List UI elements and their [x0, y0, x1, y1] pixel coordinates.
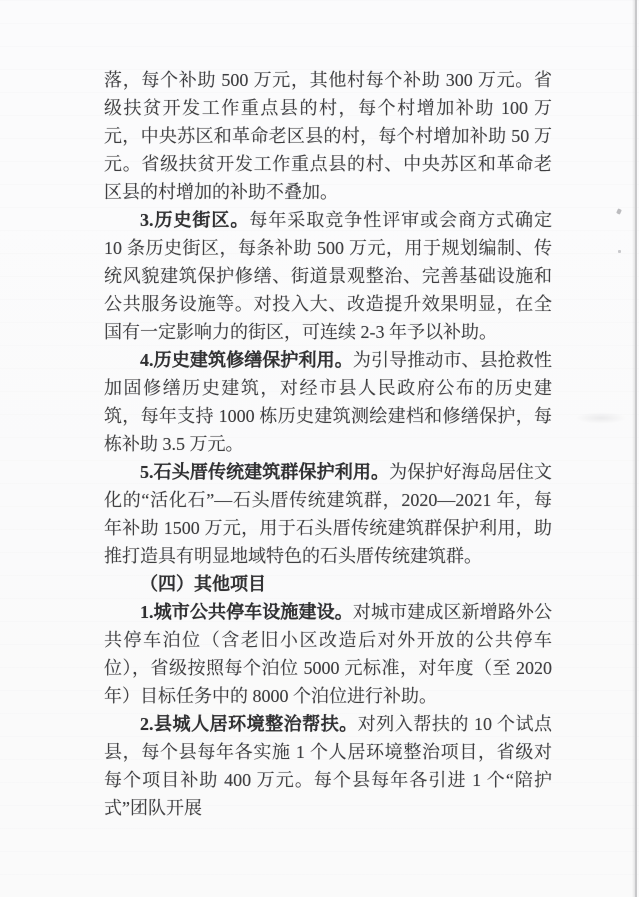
paragraph-lead-bold: 4.历史建筑修缮保护利用。: [140, 350, 353, 370]
paragraph-lead-bold: 3.历史街区。: [140, 210, 250, 230]
paragraph: [104, 710, 552, 822]
paragraph-text: 每年采取竞争性评审或会商方式确定 10 条历史街区，每条补助 500 万元，用于规划编制、传统风貌建筑保护修缮、街道景观整治、完善基础设施和公共服务设施等。对投入大、改造提升效果明显，在全国有一定影响力的街区，可连续 2-3 年予以补助。: [104, 210, 553, 342]
paragraph: [104, 346, 552, 458]
paragraph-text: 对列入帮扶的 10 个试点县，每个县每年各实施 1 个人居环境整治项目，省级对每个项目补助 400 万元。每个县每年各引进 1 个“陪护式”团队开展: [104, 714, 553, 818]
paragraph-text: 落，每个补助 500 万元，其他村每个补助 300 万元。省级扶贫开发工作重点县的村，每个村增加补助 100 万元，中央苏区和革命老区县的村，每个村增加补助 50 万元。省级扶贫开发工作重点县的村、中央苏区和革命老区县的村增加的补助不叠加。: [104, 70, 552, 202]
scan-edge-line: [635, 0, 637, 897]
document-body: [104, 66, 552, 822]
scan-speck: [616, 208, 622, 214]
paragraph-lead-bold: 1.城市公共停车设施建设。: [140, 602, 353, 622]
paragraph: [104, 458, 552, 570]
scan-smudge: [575, 412, 627, 424]
paragraph-lead-bold: 2.县城人居环境整治帮扶。: [140, 714, 358, 734]
section-heading: [104, 570, 552, 598]
section-heading-text: （四）其他项目: [140, 574, 266, 594]
paragraph-lead-bold: 5.石头厝传统建筑群保护利用。: [140, 462, 390, 482]
paragraph: [104, 206, 552, 346]
paragraph-text: 对城市建成区新增路外公共停车泊位（含老旧小区改造后对外开放的公共停车位），省级按照每个泊位 5000 元标准，对年度（至 2020 年）目标任务中的 8000 个泊位进行补助。: [104, 602, 553, 706]
paragraph: [104, 598, 552, 710]
scan-speck: [618, 250, 621, 253]
paragraph: [104, 66, 552, 206]
paragraph-text: 为保护好海岛居住文化的“活化石”—石头厝传统建筑群，2020—2021 年，每年补助 1500 万元，用于石头厝传统建筑群保护利用，助推打造具有明显地域特色的石头厝传统建筑群。: [104, 462, 553, 566]
paragraph-text: 为引导推动市、县抢救性加固修缮历史建筑，对经市县人民政府公布的历史建筑，每年支持 1000 栋历史建筑测绘建档和修缮保护，每栋补助 3.5 万元。: [104, 350, 553, 454]
